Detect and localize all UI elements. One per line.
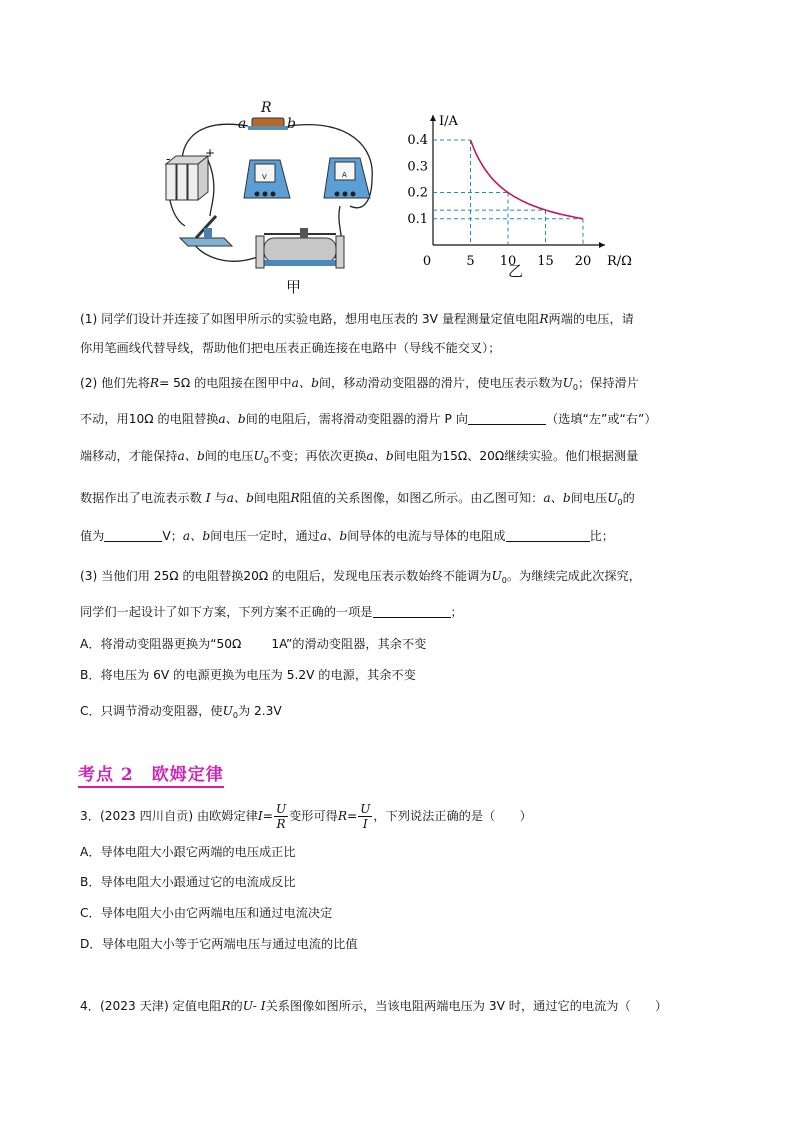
battery-icon xyxy=(166,156,208,200)
q1-line1: (1) 同学们设计并连接了如图甲所示的实验电路，想用电压表的 3V 量程测量定值电阻R两端的电压，请 xyxy=(80,312,634,326)
battery-plus-label: + xyxy=(205,146,216,160)
q3part-optA: A．将滑动变阻器更换为“50Ω 1A”的滑动变阻器，其余不变 xyxy=(80,637,427,651)
q2-line2: 不动，用10Ω 的电阻替换a、b间的电阻后，需将滑动变阻器的滑片 P 向 （选填“左”或“右”） xyxy=(80,412,657,426)
battery-minus-label: - xyxy=(166,152,171,166)
y-tick-label: 0.2 xyxy=(407,185,428,201)
y-tick-label: 0.4 xyxy=(407,133,428,148)
voltmeter-letter: V xyxy=(262,173,267,181)
x-tick-label: 15 xyxy=(537,254,554,269)
q2-line5: 值为 V；a、b间电压一定时，通过a、b间导体的电流与导体的电阻成 比； xyxy=(80,529,614,543)
q3part-optB: B．将电压为 6V 的电源更换为电压为 5.2V 的电源，其余不变 xyxy=(80,668,416,682)
voltmeter-icon xyxy=(244,160,290,198)
q3-option-b[interactable]: B．导体电阻大小跟通过它的电流成反比 xyxy=(80,875,296,889)
figure-jia-caption: 甲 xyxy=(286,278,302,296)
q3-option-a[interactable]: A．导体电阻大小跟它两端的电压成正比 xyxy=(80,845,296,859)
q3-option-c[interactable]: C．导体电阻大小由它两端电压和通过电流决定 xyxy=(80,906,333,920)
ammeter-letter: A xyxy=(342,171,347,179)
answer-blank-voltage[interactable] xyxy=(104,529,162,542)
answer-blank-option[interactable] xyxy=(373,605,451,618)
q3part-line1: (3) 当他们用 25Ω 的电阻替换20Ω 的电阻后，发现电压表示数始终不能调为$U_0$。为继续完成此次探究， xyxy=(80,569,641,585)
ammeter-icon xyxy=(324,158,370,198)
q2-line1: (2) 他们先将R= 5Ω 的电阻接在图甲中a、b间，移动滑动变阻器的滑片，使电压表示数为$U_0$；保持滑片 xyxy=(80,376,639,392)
q3-stem: 3．(2023 四川自贡) 由欧姆定律I= $\frac{U}{R}$ 变形可得R= $\frac{U}{I}$ ，下列说法正确的是（ ） xyxy=(80,802,532,831)
y-tick-label: 0.3 xyxy=(407,159,428,175)
fraction-u-over-r: $\frac{U}{R}$ xyxy=(275,802,287,831)
current-resistance-chart xyxy=(400,105,640,285)
y-tick-label: 0.1 xyxy=(407,211,428,227)
q3part-optC: C．只调节滑动变阻器，使$U_0$为 2.3V xyxy=(80,704,282,720)
section-title-ohms-law: 考点 2 欧姆定律 xyxy=(78,760,224,788)
y-axis-arrow xyxy=(430,115,436,121)
origin-label: 0 xyxy=(422,254,432,269)
y-axis-label: I/A xyxy=(439,114,458,129)
x-tick-label: 20 xyxy=(574,254,592,269)
answer-blank-relation[interactable] xyxy=(506,529,590,542)
current-curve xyxy=(471,140,584,219)
rheostat-icon xyxy=(256,228,344,268)
q2-line3: 端移动，才能保持a、b间的电压$U_0$不变；再依次更换a、b间电阻为15Ω、20Ω继续实验。他们根据测量 xyxy=(80,449,639,465)
figure-yi-caption: 乙 xyxy=(508,262,524,280)
x-tick-label: 5 xyxy=(466,254,475,269)
x-axis-arrow xyxy=(599,242,605,248)
q3part-line2: 同学们一起设计了如下方案，下列方案不正确的一项是 ； xyxy=(80,605,463,619)
terminal-b-label: b xyxy=(287,116,296,132)
circuit-diagram xyxy=(160,98,390,298)
terminal-a-label: a xyxy=(238,116,247,132)
resistor-label: R xyxy=(261,100,272,116)
fraction-u-over-i: $\frac{U}{I}$ xyxy=(360,802,371,831)
x-axis-label: R/Ω xyxy=(607,254,632,269)
q1-line2: 你用笔画线代替导线，帮助他们把电压表正确连接在电路中（导线不能交叉）； xyxy=(80,341,501,355)
q2-line4: 数据作出了电流表示数 I 与a、b间电阻R阻值的关系图像，如图乙所示。由乙图可知：a、b间电压$U_0$的 xyxy=(80,491,635,507)
x-tick-label: 10 xyxy=(499,254,517,269)
switch-icon xyxy=(180,216,232,246)
q4-stem: 4．(2023 天津) 定值电阻R的U- I关系图像如图所示，当该电阻两端电压为 3V 时，通过它的电流为（ ） xyxy=(80,999,668,1013)
answer-blank-direction[interactable] xyxy=(468,412,546,425)
q3-option-d[interactable]: D．导体电阻大小等于它两端电压与通过电流的比值 xyxy=(80,937,358,951)
